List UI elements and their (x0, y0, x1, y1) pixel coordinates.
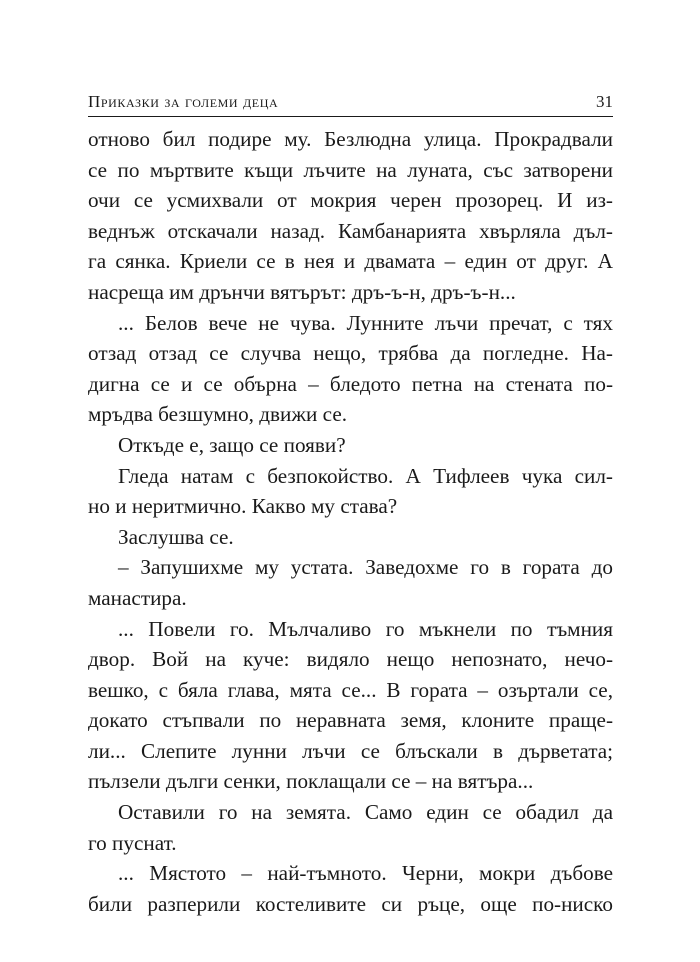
text-line: Гледа натам с безпокойство. А Тифлеев чука сил- (118, 463, 613, 488)
text-line: манастира. (88, 585, 187, 610)
text-line: очи се усмихвали от мокрия черен прозорец. И из- (88, 188, 613, 213)
book-title: Приказки за големи деца (88, 92, 279, 111)
text-line: Заслушва се. (118, 524, 234, 549)
text-line: отново бил подире му. Безлюдна улица. Прокрадвали (88, 127, 613, 151)
text-line: дигна се и се обърна – бледото петна на стената по- (88, 371, 613, 396)
text-line: но и неритмично. Какво му става? (88, 494, 398, 519)
page-number: 31 (596, 92, 613, 111)
text-line: вешко, с бяла глава, мята се... В гората – озъртали се, (88, 677, 613, 702)
text-line: се по мъртвите къщи лъчите на луната, със затворени (88, 157, 613, 182)
header-rule (88, 116, 613, 117)
text-line: Оставили го на земята. Само един се обадил да (118, 800, 613, 825)
text-line: го пуснат. (88, 830, 177, 855)
text-line: веднъж отскачали назад. Камбанарията хвърляла дъл- (88, 218, 613, 243)
running-header (88, 86, 613, 112)
text-line: двор. Вой на куче: видяло нещо непознато, нечо- (88, 647, 613, 672)
text-line: пълзели дълги сенки, поклащали се – на вятъра... (88, 769, 534, 794)
text-line: га сянка. Криели се в нея и двамата – един от друг. А (88, 249, 613, 274)
text-line: ... Повели го. Мълчаливо го мъкнели по тъмния (118, 616, 613, 641)
text-line: ... Мястото – най-тъмното. Черни, мокри дъбове (118, 861, 613, 886)
text-line: ли... Слепите лунни лъчи се блъскали в дърветата; (88, 738, 613, 763)
text-line: ... Белов вече не чува. Лунните лъчи пречат, с тях (118, 310, 613, 335)
text-line: докато стъпвали по неравната земя, клоните праще- (88, 708, 613, 733)
text-line: – Запушихме му устата. Заведохме го в гората до (118, 555, 613, 580)
text-line: мръдва безшумно, движи се. (88, 402, 348, 427)
text-line: насреща им дрънчи вятърът: дръ-ъ-н, дръ-ъ-н... (88, 279, 516, 304)
text-line: били разперили костеливите си ръце, още по-ниско (88, 891, 613, 916)
body-text (88, 124, 613, 919)
text-line: отзад отзад се случва нещо, трябва да погледне. На- (88, 341, 613, 366)
text-line: Откъде е, защо се появи? (118, 432, 346, 457)
